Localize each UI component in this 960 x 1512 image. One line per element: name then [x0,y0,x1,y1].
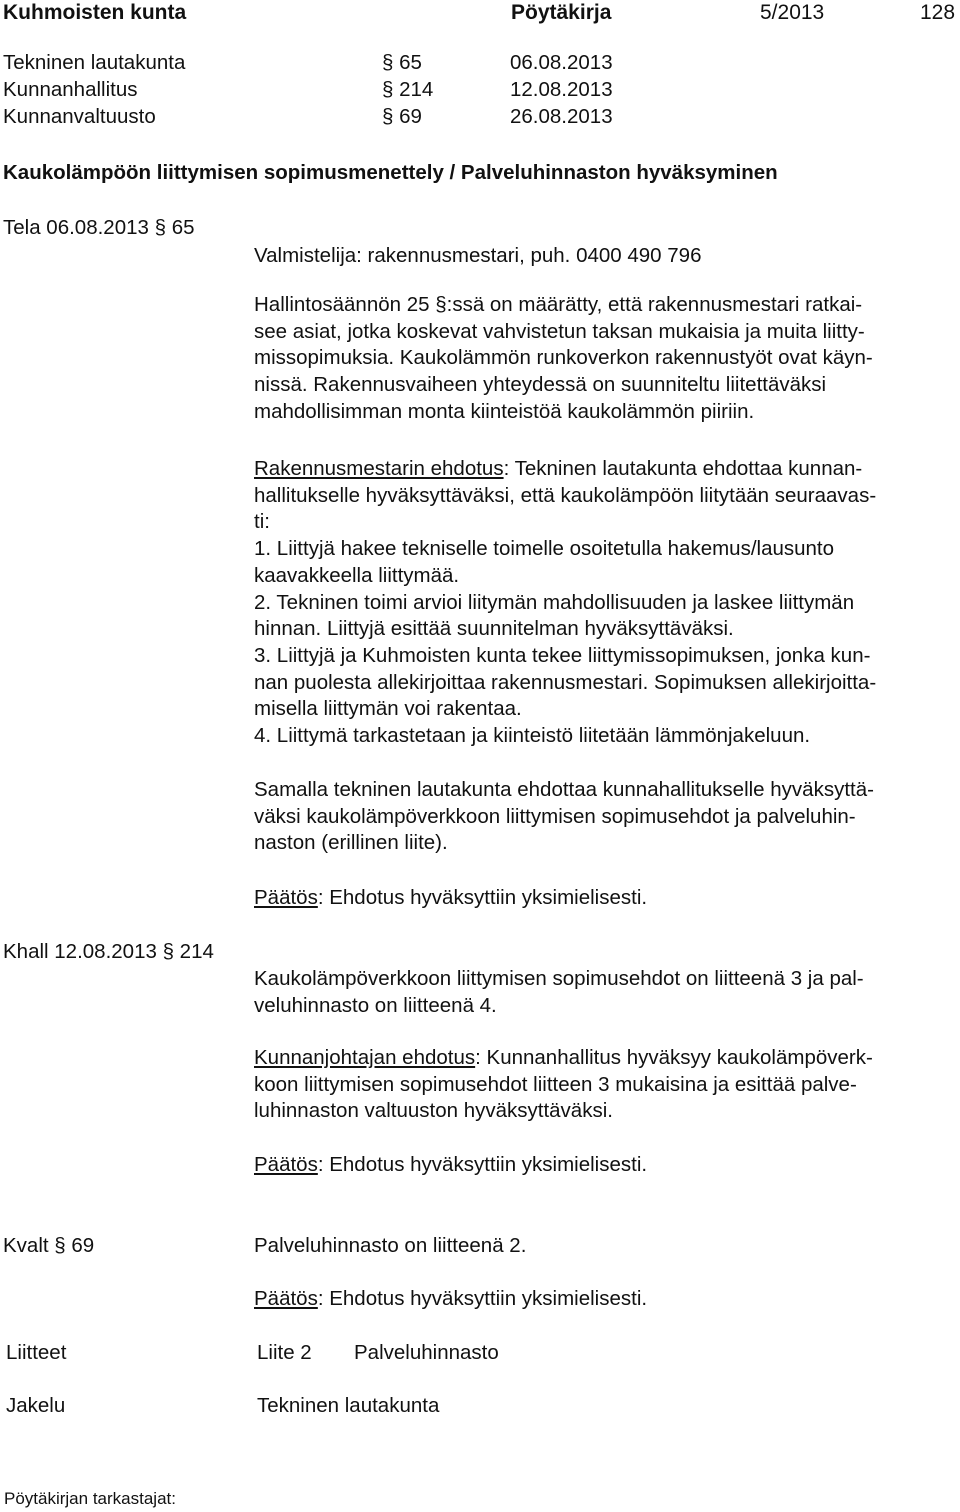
text-line: 1. Liittyjä hakee tekniselle toimelle osoitetulla hakemus/lausunto [254,537,835,561]
meeting-section: § 69 [382,105,422,128]
khall-proposal-paragraph [254,1045,873,1125]
tela-proposal-paragraph [254,456,876,750]
text-line: Hallintosäännön 25 §:ssä on määrätty, että rakennusmestari ratkai- [254,293,863,316]
meeting-body: Tekninen lautakunta [3,51,186,74]
text-line: 3. Liittyjä ja Kuhmoisten kunta tekee liittymissopimuksen, jonka kun- [254,643,871,667]
kvalt-decision [254,1286,647,1313]
attachments-label: Liitteet [6,1341,67,1364]
document-title: Kaukolämpöön liittymisen sopimusmenettely / Palveluhinnaston hyväksyminen [3,161,778,184]
page-number: 128 [920,1,956,24]
text-line: misella liittymän voi rakentaa. [254,697,522,721]
decision-label: Päätös [254,1153,318,1176]
meeting-body: Kunnanvaltuusto [3,105,156,128]
tela-also-paragraph [254,777,874,857]
tela-decision [254,885,647,912]
khall-body-paragraph [254,966,864,1019]
text-line: hinnan. Liittyjä esittää suunnitelman hyväksyttäväksi. [254,617,734,641]
text-line: 4. Liittymä tarkastetaan ja kiinteistö liitetään lämmönjakeluun. [254,724,811,748]
text-line: Kaukolämpöverkkoon liittymisen sopimusehdot on liitteenä 3 ja pal- [254,967,864,990]
text-line: 2. Tekninen toimi arvioi liitymän mahdollisuuden ja laskee liittymän [254,590,855,614]
text-line: väksi kaukolämpöverkkoon liittymisen sopimusehdot ja palveluhin- [254,804,856,828]
text-line: koon liittymisen sopimusehdot liitteen 3 mukaisina ja esittää palve- [254,1072,857,1096]
kvalt-reference: Kvalt § 69 [3,1234,95,1257]
meeting-section: § 214 [382,78,434,101]
text-line: missopimuksia. Kaukolämmön runkoverkon rakennustyöt ovat käyn- [254,346,873,370]
text-line: veluhinnasto on liitteenä 4. [254,993,497,1017]
distribution-label: Jakelu [6,1394,66,1417]
decision-text: : Ehdotus hyväksyttiin yksimielisesti. [317,886,648,909]
meeting-section: § 65 [382,51,422,74]
text-line: naston (erillinen liite). [254,831,448,855]
attachment-id: Liite 2 [257,1341,312,1364]
decision-label: Päätös [254,886,318,909]
meeting-date: 26.08.2013 [510,105,613,128]
proposal-text: : Tekninen lautakunta ehdottaa kunnan- [503,457,863,480]
proposal-label: Rakennusmestarin ehdotus [254,457,504,480]
attachment-name: Palveluhinnasto [354,1341,499,1364]
khall-decision [254,1152,647,1179]
text-line: kaavakkeella liittymää. [254,563,460,587]
text-line: luhinnaston valtuuston hyväksyttäväksi. [254,1099,613,1123]
decision-label: Päätös [254,1287,318,1310]
text-line: see asiat, jotka koskevat vahvistetun taksan mukaisia ja muita liitty- [254,319,865,343]
text-line: hallitukselle hyväksyttäväksi, että kaukolämpöön liitytään seuraavas- [254,483,877,507]
text-line: Samalla tekninen lautakunta ehdottaa kunnahallitukselle hyväksyttä- [254,778,874,801]
tela-reference: Tela 06.08.2013 § 65 [3,216,195,239]
decision-text: : Ehdotus hyväksyttiin yksimielisesti. [317,1153,648,1176]
organization-name: Kuhmoisten kunta [3,1,187,24]
text-line: nissä. Rakennusvaiheen yhteydessä on suunniteltu liitettäväksi [254,373,827,397]
proposal-text: : Kunnanhallitus hyväksyy kaukolämpöverk- [475,1046,873,1069]
text-line: ti: [254,510,270,534]
kvalt-body: Palveluhinnasto on liitteenä 2. [254,1234,527,1257]
document-type: Pöytäkirja [511,1,612,24]
meeting-date: 06.08.2013 [510,51,613,74]
text-line: nan puolesta allekirjoittaa rakennusmestari. Sopimuksen allekirjoitta- [254,670,877,694]
tela-body-paragraph [254,292,873,426]
preparer-line: Valmistelija: rakennusmestari, puh. 0400 490 796 [254,244,702,267]
distribution-value: Tekninen lautakunta [257,1394,440,1417]
text-line: mahdollisimman monta kiinteistöä kaukolämmön piiriin. [254,399,755,423]
meeting-date: 12.08.2013 [510,78,613,101]
issue-number: 5/2013 [760,1,825,24]
meeting-body: Kunnanhallitus [3,78,138,101]
decision-text: : Ehdotus hyväksyttiin yksimielisesti. [317,1287,648,1310]
proposal-label: Kunnanjohtajan ehdotus [254,1046,476,1069]
khall-reference: Khall 12.08.2013 § 214 [3,940,214,963]
minutes-checkers-label: Pöytäkirjan tarkastajat: [4,1489,176,1508]
